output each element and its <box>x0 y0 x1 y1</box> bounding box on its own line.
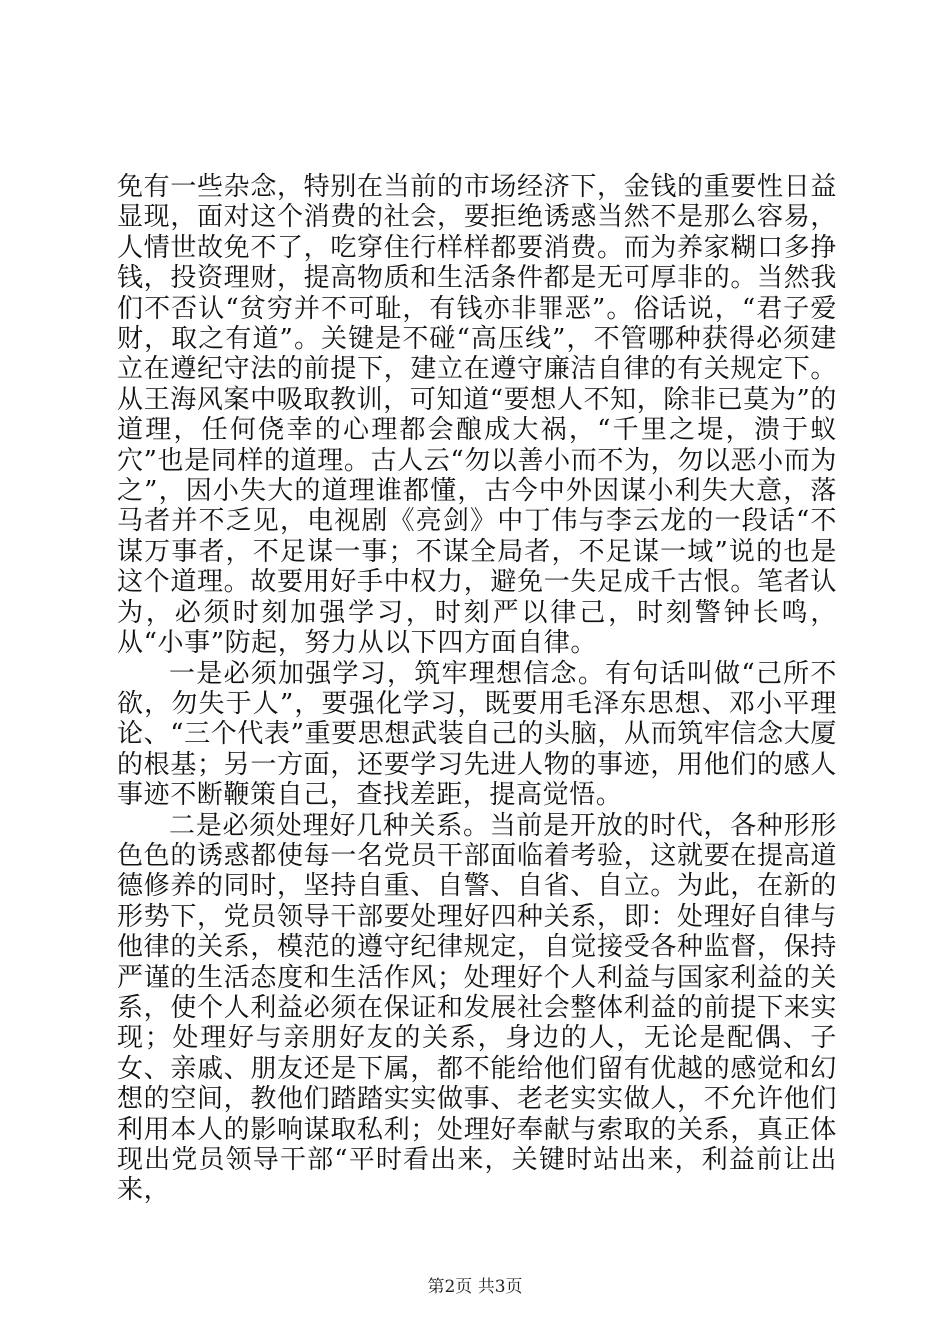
paragraph-1: 免有一些杂念，特别在当前的市场经济下，金钱的重要性日益显现，面对这个消费的社会，要拒绝诱惑当然不是那么容易，人情世故免不了，吃穿住行样样都要消费。而为养家糊口多挣钱，投资理财，提高物质和生活条件都是无可厚非的。当然我们不否认“贫穷并不可耻，有钱亦非罪恶”。俗话说，“君子爱财，取之有道”。关键是不碰“高压线”，不管哪种获得必须建立在遵纪守法的前提下，建立在遵守廉洁自律的有关规定下。从王海风案中吸取教训，可知道“要想人不知，除非已莫为”的道理，任何侥幸的心理都会酿成大祸，“千里之堤，溃于蚁穴”也是同样的道理。古人云“勿以善小而不为，勿以恶小而为之”，因小失大的道理谁都懂，古今中外因谋小利失大意，落马者并不乏见，电视剧《亮剑》中丁伟与李云龙的一段话“不谋万事者，不足谋一事；不谋全局者，不足谋一域”说的也是这个道理。故要用好手中权力，避免一失足成千古恨。笔者认为，必须时刻加强学习，时刻严以律己，时刻警钟长鸣，从“小事”防起，努力从以下四方面自律。 <box>117 172 837 659</box>
paragraph-3: 二是必须处理好几种关系。当前是开放的时代，各种形形色色的诱惑都使每一名党员干部面临着考验，这就要在提高道德修养的同时，坚持自重、自警、自省、自立。为此，在新的形势下，党员领导干部要处理好四种关系，即：处理好自律与他律的关系，模范的遵守纪律规定，自觉接受各种监督，保持严谨的生活态度和生活作风；处理好个人利益与国家利益的关系，使个人利益必须在保证和发展社会整体利益的前提下来实现；处理好与亲朋好友的关系，身边的人，无论是配偶、子女、亲戚、朋友还是下属，都不能给他们留有优越的感觉和幻想的空间，教他们踏踏实实做事、老老实实做人，不允许他们利用本人的影响谋取私利；处理好奉献与索取的关系，真正体现出党员领导干部“平时看出来，关键时站出来，利益前让出来， <box>117 810 837 1206</box>
page-number-footer: 第2页 共3页 <box>427 1277 523 1297</box>
paragraph-2: 一是必须加强学习，筑牢理想信念。有句话叫做“己所不欲，勿失于人”，要强化学习，既要用毛泽东思想、邓小平理论、“三个代表”重要思想武装自己的头脑，从而筑牢信念大厦的根基；另一方面，还要学习先进人物的事迹，用他们的感人事迹不断鞭策自己，查找差距，提高觉悟。 <box>117 658 837 811</box>
body-text <box>117 172 837 1206</box>
